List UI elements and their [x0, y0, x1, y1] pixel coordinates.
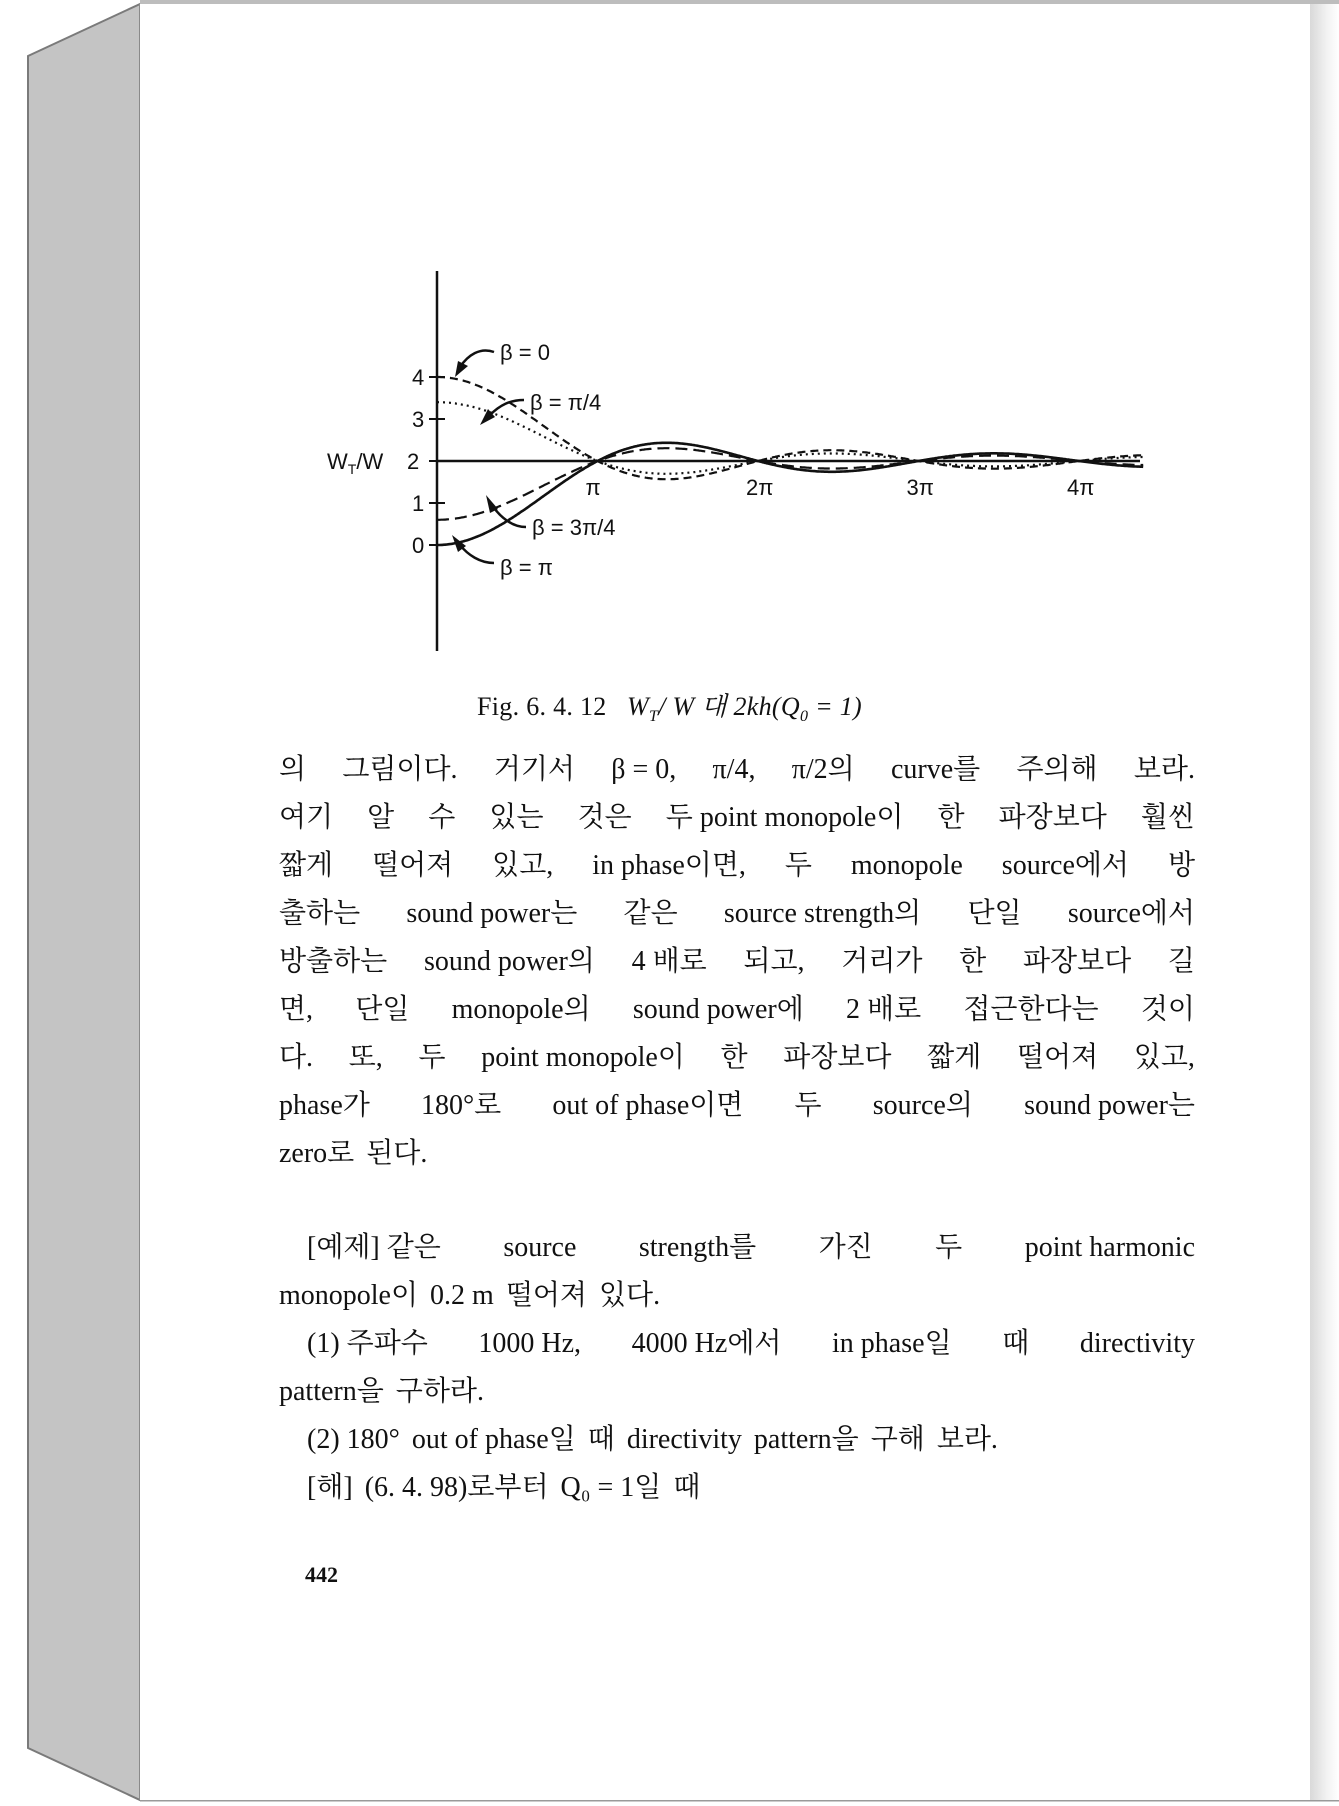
text-line	[279, 1416, 1195, 1464]
text-word: 0.2 m	[430, 1280, 494, 1311]
text-word: (6. 4. 98)로부터	[364, 1472, 549, 1503]
text-word: 훨씬	[1140, 802, 1195, 833]
text-word: 같은	[623, 898, 678, 929]
text-line	[279, 1034, 1195, 1082]
text-word: source의	[872, 1090, 973, 1121]
y-tick-label: 1	[412, 491, 425, 516]
caption-q-sub: 0	[799, 708, 809, 726]
text-word: 있고,	[1133, 1042, 1195, 1073]
text-word: 떨어져	[372, 850, 454, 881]
text-word: point harmonic	[1024, 1232, 1195, 1263]
text-word: source에서	[1001, 850, 1129, 881]
text-word: 두	[794, 1090, 822, 1121]
x-tick-label: 3π	[906, 475, 934, 500]
y-tick-label: 2	[407, 449, 420, 474]
text-word: pattern을	[279, 1376, 384, 1407]
text-line	[279, 794, 1195, 842]
text-word: 1000 Hz,	[478, 1328, 582, 1359]
text-line	[279, 1368, 1195, 1416]
text-word: 다.	[279, 1042, 314, 1073]
text-word: strength를	[638, 1232, 757, 1263]
text-word: 한	[937, 802, 965, 833]
caption-number: Fig. 6. 4. 12	[477, 692, 607, 721]
x-tick-label: π	[585, 475, 601, 500]
text-word: [해]	[307, 1472, 353, 1503]
text-word: π/4,	[712, 754, 756, 785]
page-edge-shadow	[1310, 4, 1339, 1800]
text-word: monopole	[850, 850, 963, 881]
text-word: source strength의	[723, 898, 922, 929]
text-line	[279, 1272, 1195, 1320]
text-word: pattern을	[753, 1424, 859, 1455]
text-word: 방	[1167, 850, 1195, 881]
text-word: 2 배로	[846, 994, 922, 1025]
x-tick-label: 4π	[1067, 475, 1095, 500]
text-word: out of phase이면	[552, 1090, 744, 1121]
text-word: 된다.	[366, 1138, 428, 1169]
text-word: 구하라.	[395, 1376, 484, 1407]
text-word: Q₀ = 1일	[560, 1472, 662, 1503]
text-line	[279, 890, 1195, 938]
text-word: 때	[1002, 1328, 1030, 1359]
curve--3-4	[437, 448, 1143, 520]
text-word: phase가	[279, 1090, 370, 1121]
text-word: sound power는	[406, 898, 578, 929]
text-line	[279, 1320, 1195, 1368]
text-word: 4000 Hz에서	[631, 1328, 782, 1359]
figure-caption	[0, 686, 1339, 726]
y-tick-label: 0	[412, 533, 425, 558]
caption-wt-sub: T	[648, 708, 659, 726]
text-line	[279, 1082, 1195, 1130]
text-line	[279, 986, 1195, 1034]
text-word: 것이	[1140, 994, 1195, 1025]
text-word: π/2의	[791, 754, 855, 785]
text-word: sound power의	[423, 946, 595, 977]
text-word: [예제] 같은	[307, 1232, 441, 1263]
text-word: 떨어져	[505, 1280, 587, 1311]
text-word: source	[503, 1232, 577, 1263]
text-word: 때	[673, 1472, 701, 1503]
text-word: (1) 주파수	[307, 1328, 428, 1359]
text-word: in phase이면,	[592, 850, 746, 881]
text-word: 있는	[489, 802, 544, 833]
text-word: directivity	[1079, 1328, 1195, 1359]
text-word: 구해	[870, 1424, 925, 1455]
text-word: 두	[418, 1042, 446, 1073]
y-tick-label: 4	[412, 365, 425, 390]
text-line	[279, 1464, 1195, 1512]
text-word: 파장보다	[998, 802, 1107, 833]
text-word: 4 배로	[631, 946, 707, 977]
text-word: 한	[720, 1042, 748, 1073]
text-word: 있고,	[492, 850, 554, 881]
text-word: 출하는	[279, 898, 361, 929]
arrow-beta-pi-4	[480, 400, 524, 425]
text-word: source에서	[1067, 898, 1195, 929]
paragraph-curve-discussion	[279, 746, 1195, 1178]
caption-wt: W	[627, 692, 649, 721]
text-line	[279, 938, 1195, 986]
text-line	[279, 1130, 1195, 1178]
text-word: 단일	[355, 994, 410, 1025]
caption-rest: / W 대 2kh(Q	[658, 692, 800, 721]
text-word: curve를	[890, 754, 981, 785]
text-line	[279, 746, 1195, 794]
page-number: 442	[305, 1562, 338, 1587]
text-word: 두	[935, 1232, 963, 1263]
text-word: 방출하는	[279, 946, 388, 977]
text-word: monopole의	[451, 994, 591, 1025]
text-word: 떨어져	[1016, 1042, 1099, 1073]
text-word: 것은	[577, 802, 632, 833]
text-word: 한	[959, 946, 987, 977]
curve-label-beta-pi-4: β = π/4	[530, 390, 602, 415]
text-word: 수	[428, 802, 456, 833]
text-word: monopole이	[279, 1280, 419, 1311]
text-word: 그림이다.	[342, 754, 458, 785]
text-word: 보라.	[1133, 754, 1195, 785]
text-word: zero로	[279, 1138, 355, 1169]
text-word: 되고,	[743, 946, 805, 977]
text-word: 알	[367, 802, 395, 833]
text-word: 거리가	[841, 946, 923, 977]
text-word: 180°로	[420, 1090, 502, 1121]
text-word: sound power에	[632, 994, 804, 1025]
text-word: 의	[279, 754, 307, 785]
x-tick-label: 2π	[746, 475, 774, 500]
arrow-beta-0	[455, 350, 494, 377]
text-word: 두 point monopole이	[665, 802, 904, 833]
text-word: 주의해	[1016, 754, 1098, 785]
text-word: (2) 180°	[307, 1424, 400, 1455]
text-word: directivity	[626, 1424, 742, 1455]
body-text	[279, 746, 1195, 1512]
curve-label-beta-3pi-4: β = 3π/4	[532, 515, 616, 540]
text-word: 가진	[818, 1232, 873, 1263]
text-word: 파장보다	[783, 1042, 892, 1073]
y-axis-label: $W_T/W$	[327, 449, 384, 477]
curve-label-beta-0: β = 0	[500, 340, 550, 365]
example-problem	[279, 1224, 1195, 1512]
text-line	[279, 842, 1195, 890]
text-word: 두	[784, 850, 812, 881]
figure-wt-over-w-plot	[300, 265, 1180, 665]
text-word: 짧게	[279, 850, 334, 881]
text-word: 또,	[348, 1042, 383, 1073]
text-word: 때	[587, 1424, 615, 1455]
text-word: 단일	[967, 898, 1022, 929]
text-word: 있다.	[598, 1280, 661, 1311]
text-word: 짧게	[927, 1042, 982, 1073]
text-word: β = 0,	[611, 754, 677, 785]
text-word: 길	[1167, 946, 1195, 977]
text-word: 파장보다	[1022, 946, 1132, 977]
text-word: sound power는	[1024, 1090, 1195, 1121]
text-word: in phase일	[832, 1328, 952, 1359]
text-word: 면,	[279, 994, 314, 1025]
text-word: 거기서	[493, 754, 575, 785]
y-tick-label: 3	[412, 407, 425, 432]
text-word: out of phase일	[411, 1424, 576, 1455]
text-word: 접근한다는	[963, 994, 1099, 1025]
text-word: 여기	[279, 802, 334, 833]
curve-label-beta-pi: β = π	[500, 555, 553, 580]
text-word: 보라.	[936, 1424, 998, 1455]
caption-end: = 1)	[808, 692, 862, 721]
text-line	[279, 1224, 1195, 1272]
text-word: point monopole이	[481, 1042, 685, 1073]
